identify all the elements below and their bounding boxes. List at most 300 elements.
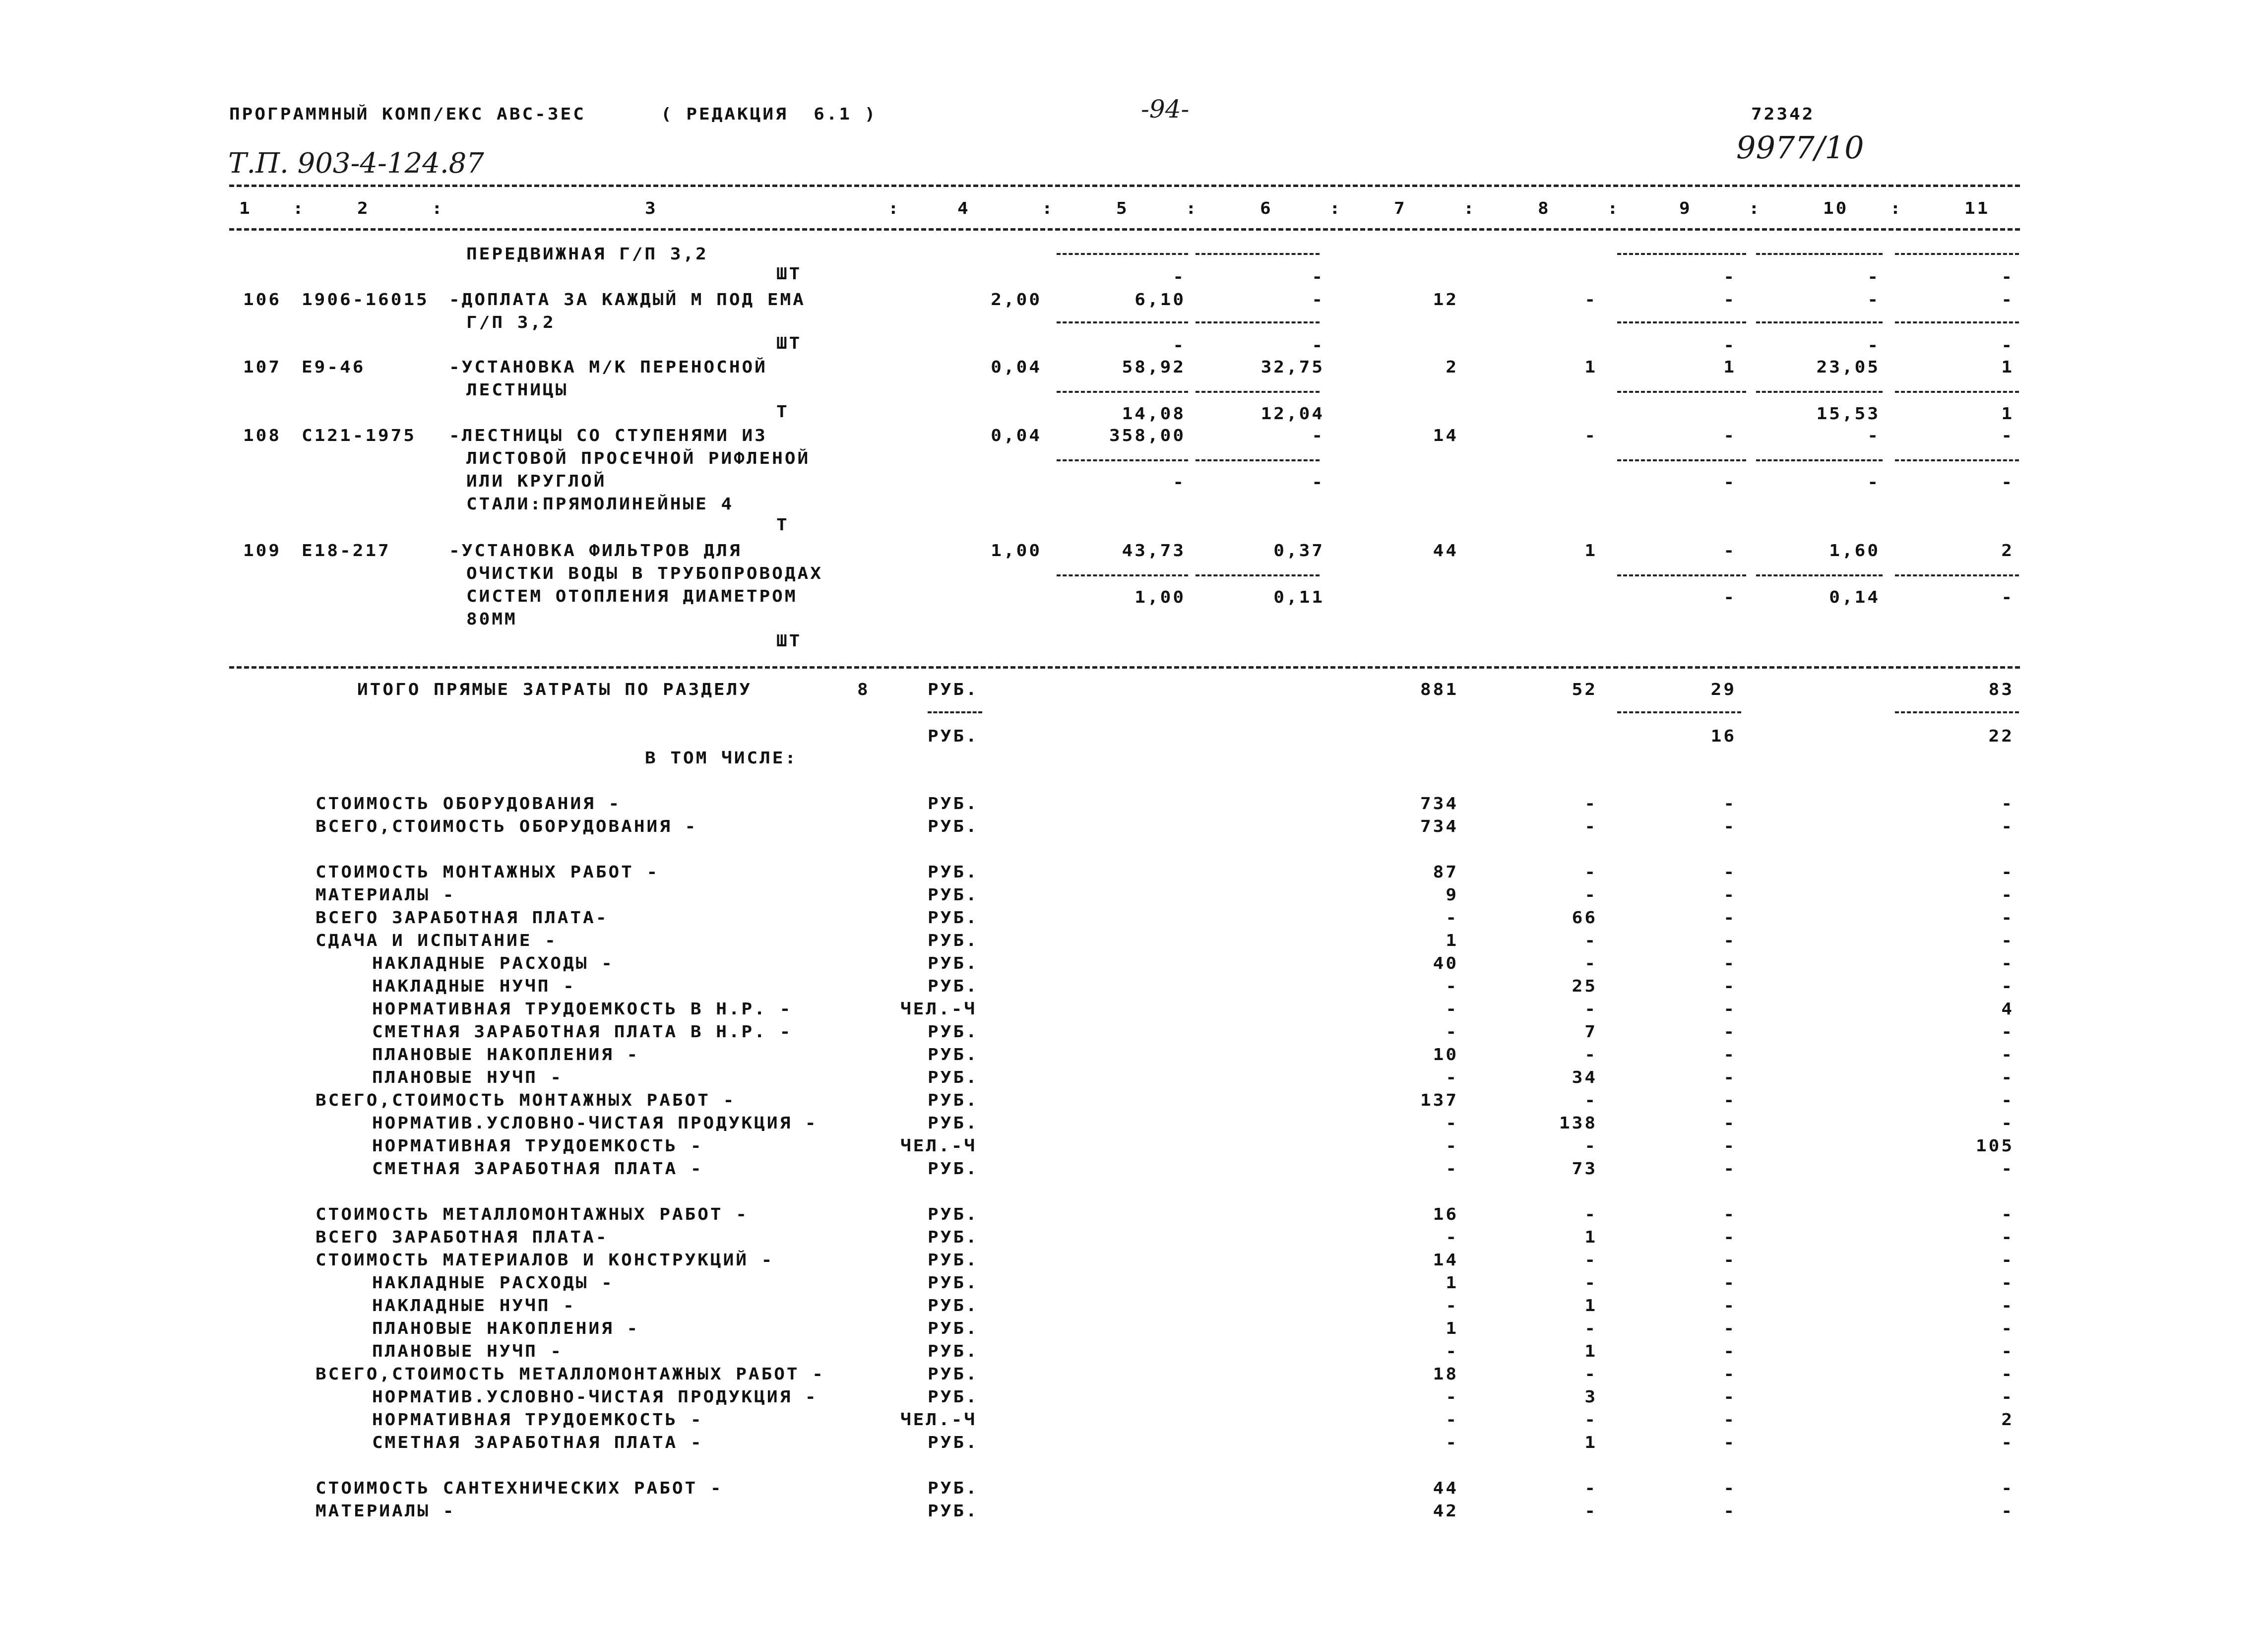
table-cell: 1 (2001, 358, 2014, 377)
summary-unit: РУБ. (928, 885, 979, 905)
summary-cell: 18 (1433, 1365, 1458, 1384)
column-number: : (888, 199, 901, 218)
table-cell: 14,08 (1122, 404, 1186, 424)
summary-cell: - (2001, 1022, 2014, 1042)
cell-divider (1617, 253, 1746, 255)
summary-cell: - (1723, 908, 1736, 928)
summary-cell: - (2001, 1387, 2014, 1407)
total-unit2: РУБ. (928, 727, 979, 746)
column-number: : (1607, 199, 1620, 218)
table-cell: 0,37 (1273, 541, 1324, 561)
summary-cell: - (2001, 817, 2014, 836)
summary-unit: РУБ. (928, 863, 979, 882)
header-divider (229, 228, 2020, 231)
summary-label: ВСЕГО,СТОИМОСТЬ МОНТАЖНЫХ РАБОТ - (315, 1091, 736, 1110)
total-unit: РУБ. (928, 680, 979, 699)
column-number: 9 (1679, 199, 1692, 218)
column-number: : (293, 199, 306, 218)
table-cell: - (1723, 336, 1736, 355)
cell-divider (1895, 321, 2019, 323)
table-cell: - (2001, 336, 2014, 355)
summary-cell: 25 (1572, 977, 1597, 996)
sheet-number: 9977/10 (1736, 129, 1864, 166)
summary-unit: РУБ. (928, 1045, 979, 1065)
summary-cell: - (1723, 1387, 1736, 1407)
table-cell: 14 (1433, 426, 1458, 445)
summary-cell: - (1584, 954, 1597, 973)
summary-cell: 10 (1433, 1045, 1458, 1065)
summary-cell: - (1446, 1136, 1458, 1156)
table-cell: 0,14 (1829, 588, 1880, 607)
summary-unit: РУБ. (928, 954, 979, 973)
summary-cell: 1 (1584, 1296, 1597, 1316)
summary-unit: РУБ. (928, 1365, 979, 1384)
summary-cell: - (1723, 885, 1736, 905)
table-cell: - (1312, 473, 1324, 492)
summary-cell: 1 (1584, 1228, 1597, 1247)
table-cell: - (1723, 290, 1736, 310)
summary-label: НАКЛАДНЫЕ РАСХОДЫ - (372, 954, 614, 973)
item-name: ЛЕСТНИЦЫ (466, 380, 568, 400)
summary-cell: - (1584, 1000, 1597, 1019)
table-cell: - (2001, 267, 2014, 287)
total-c8: 52 (1572, 680, 1597, 699)
cell-divider (1617, 574, 1746, 576)
table-cell: - (1312, 336, 1324, 355)
summary-label: НАКЛАДНЫЕ НУЧП - (372, 977, 576, 996)
table-cell: - (2001, 290, 2014, 310)
summary-label: ВСЕГО,СТОИМОСТЬ МЕТАЛЛОМОНТАЖНЫХ РАБОТ - (315, 1365, 825, 1384)
cell-divider (1617, 391, 1746, 393)
summary-label: СТОИМОСТЬ ОБОРУДОВАНИЯ - (315, 794, 622, 814)
summary-unit: РУБ. (928, 1091, 979, 1110)
table-cell: - (1723, 426, 1736, 445)
row-number: 107 (243, 358, 282, 377)
table-cell: 58,92 (1122, 358, 1186, 377)
summary-cell: - (2001, 1251, 2014, 1270)
summary-unit: РУБ. (928, 794, 979, 814)
summary-cell: - (2001, 977, 2014, 996)
table-cell: - (1723, 267, 1736, 287)
table-cell: - (1867, 267, 1880, 287)
cell-divider (1756, 253, 1883, 255)
summary-label: СДАЧА И ИСПЫТАНИЕ - (315, 931, 558, 950)
summary-cell: 734 (1420, 794, 1458, 814)
table-cell: - (1867, 336, 1880, 355)
summary-cell: - (2001, 1068, 2014, 1087)
row-number: 106 (243, 290, 282, 310)
item-name: ОЧИСТКИ ВОДЫ В ТРУБОПРОВОДАХ (466, 564, 823, 583)
summary-label: СТОИМОСТЬ МАТЕРИАЛОВ И КОНСТРУКЦИЙ - (315, 1251, 774, 1270)
table-cell: - (1173, 336, 1186, 355)
summary-label: СТОИМОСТЬ САНТЕХНИЧЕСКИХ РАБОТ - (315, 1479, 723, 1498)
total-divider (229, 666, 2020, 669)
total-c11: 83 (1988, 680, 2014, 699)
table-cell: - (2001, 473, 2014, 492)
total-section: 8 (857, 680, 870, 699)
cell-divider (1756, 321, 1883, 323)
doc-code: 72342 (1751, 105, 1815, 124)
project-number: Т.П. 903-4-124.87 (228, 147, 484, 180)
summary-cell: 1 (1446, 931, 1458, 950)
item-name: ЛИСТОВОЙ ПРОСЕЧНОЙ РИФЛЕНОЙ (466, 449, 811, 468)
item-unit: Т (776, 515, 789, 535)
summary-unit: РУБ. (928, 1068, 979, 1087)
summary-cell: 137 (1420, 1091, 1458, 1110)
table-cell: 1,00 (1134, 588, 1186, 607)
summary-cell: - (1584, 794, 1597, 814)
summary-cell: - (1723, 1228, 1736, 1247)
item-name: ПЕРЕДВИЖНАЯ Г/П 3,2 (466, 245, 708, 264)
summary-cell: - (1584, 817, 1597, 836)
cell-divider (1617, 321, 1746, 323)
summary-label: НОРМАТИВ.УСЛОВНО-ЧИСТАЯ ПРОДУКЦИЯ - (372, 1114, 818, 1133)
summary-cell: - (1584, 931, 1597, 950)
item-unit: ШТ (776, 631, 802, 651)
table-cell: - (1584, 426, 1597, 445)
column-number: 7 (1394, 199, 1407, 218)
column-number: 8 (1538, 199, 1551, 218)
summary-cell: - (1723, 1091, 1736, 1110)
summary-cell: - (1723, 1136, 1736, 1156)
summary-cell: - (2001, 1479, 2014, 1498)
summary-cell: 1 (1584, 1342, 1597, 1361)
summary-label: СТОИМОСТЬ МЕТАЛЛОМОНТАЖНЫХ РАБОТ - (315, 1205, 749, 1224)
summary-label: ВСЕГО ЗАРАБОТНАЯ ПЛАТА- (315, 908, 609, 928)
summary-cell: - (1446, 908, 1458, 928)
summary-cell: 9 (1446, 885, 1458, 905)
column-number: : (1463, 199, 1476, 218)
item-name: -ЛЕСТНИЦЫ СО СТУПЕНЯМИ ИЗ (449, 426, 767, 445)
summary-cell: - (1446, 1114, 1458, 1133)
summary-cell: - (1723, 1205, 1736, 1224)
table-cell: 1 (1723, 358, 1736, 377)
table-cell: 43,73 (1122, 541, 1186, 561)
summary-cell: 73 (1572, 1159, 1597, 1179)
summary-cell: - (1723, 1045, 1736, 1065)
table-cell: 0,11 (1273, 588, 1324, 607)
row-number: 109 (243, 541, 282, 561)
table-cell: - (2001, 588, 2014, 607)
summary-cell: - (1723, 1068, 1736, 1087)
table-cell: - (1312, 267, 1324, 287)
total-divider-small (1895, 711, 2019, 713)
header-divider (229, 185, 2020, 187)
summary-label: ПЛАНОВЫЕ НУЧП - (372, 1068, 564, 1087)
column-number: 4 (957, 199, 970, 218)
total-divider-small (1617, 711, 1741, 713)
summary-cell: - (1584, 1502, 1597, 1521)
summary-cell: - (1584, 863, 1597, 882)
summary-cell: - (1723, 1296, 1736, 1316)
table-cell: - (1312, 426, 1324, 445)
summary-cell: - (1446, 1342, 1458, 1361)
summary-unit: РУБ. (928, 1319, 979, 1338)
summary-cell: 44 (1433, 1479, 1458, 1498)
table-cell: - (1312, 290, 1324, 310)
summary-label: НАКЛАДНЫЕ РАСХОДЫ - (372, 1273, 614, 1293)
summary-unit: ЧЕЛ.-Ч (900, 1000, 977, 1019)
summary-label: ПЛАНОВЫЕ НУЧП - (372, 1342, 564, 1361)
summary-cell: 105 (1975, 1136, 2014, 1156)
summary-cell: - (1723, 1319, 1736, 1338)
cell-divider (1895, 459, 2019, 461)
table-cell: 0,04 (991, 358, 1042, 377)
table-cell: 15,53 (1816, 404, 1880, 424)
summary-label: СМЕТНАЯ ЗАРАБОТНАЯ ПЛАТА В Н.Р. - (372, 1022, 793, 1042)
summary-cell: 1 (1446, 1273, 1458, 1293)
summary-cell: - (1723, 1479, 1736, 1498)
summary-cell: 7 (1584, 1022, 1597, 1042)
table-cell: 2 (2001, 541, 2014, 561)
summary-unit: РУБ. (928, 1251, 979, 1270)
summary-unit: РУБ. (928, 1205, 979, 1224)
summary-cell: - (1723, 931, 1736, 950)
summary-cell: - (1723, 1022, 1736, 1042)
column-number: 3 (645, 199, 658, 218)
summary-label: СМЕТНАЯ ЗАРАБОТНАЯ ПЛАТА - (372, 1433, 703, 1452)
cell-divider (1756, 574, 1883, 576)
cell-divider (1196, 574, 1320, 576)
cell-divider (1057, 321, 1188, 323)
summary-cell: - (2001, 1045, 2014, 1065)
summary-cell: - (2001, 1228, 2014, 1247)
summary-cell: - (1723, 1273, 1736, 1293)
summary-unit: ЧЕЛ.-Ч (900, 1410, 977, 1430)
cell-divider (1617, 459, 1746, 461)
table-cell: - (1584, 290, 1597, 310)
column-number: : (1329, 199, 1342, 218)
summary-unit: РУБ. (928, 1296, 979, 1316)
summary-cell: - (1446, 1022, 1458, 1042)
summary-cell: - (1584, 1319, 1597, 1338)
summary-label: ВСЕГО ЗАРАБОТНАЯ ПЛАТА- (315, 1228, 609, 1247)
summary-unit: РУБ. (928, 817, 979, 836)
summary-cell: - (2001, 863, 2014, 882)
row-number: 108 (243, 426, 282, 445)
summary-cell: 34 (1572, 1068, 1597, 1087)
table-cell: 0,04 (991, 426, 1042, 445)
summary-label: МАТЕРИАЛЫ - (315, 1502, 456, 1521)
item-name: -УСТАНОВКА М/К ПЕРЕНОСНОЙ (449, 358, 767, 377)
summary-label: НАКЛАДНЫЕ НУЧП - (372, 1296, 576, 1316)
summary-cell: - (1584, 1045, 1597, 1065)
column-number: 1 (239, 199, 252, 218)
table-cell: - (1867, 290, 1880, 310)
summary-cell: - (2001, 1091, 2014, 1110)
summary-cell: - (2001, 794, 2014, 814)
summary-label: ВСЕГО,СТОИМОСТЬ ОБОРУДОВАНИЯ - (315, 817, 698, 836)
column-number: : (1186, 199, 1198, 218)
summary-cell: - (1723, 863, 1736, 882)
table-cell: - (1723, 473, 1736, 492)
column-number: 6 (1260, 199, 1273, 218)
summary-cell: - (2001, 1205, 2014, 1224)
summary-label: СМЕТНАЯ ЗАРАБОТНАЯ ПЛАТА - (372, 1159, 703, 1179)
cell-divider (1057, 391, 1188, 393)
table-cell: 1 (1584, 541, 1597, 561)
summary-cell: - (2001, 1319, 2014, 1338)
table-cell: 2,00 (991, 290, 1042, 310)
summary-cell: - (1723, 1342, 1736, 1361)
cell-divider (1895, 253, 2019, 255)
summary-cell: 66 (1572, 908, 1597, 928)
summary-label: НОРМАТИВНАЯ ТРУДОЕМКОСТЬ В Н.Р. - (372, 1000, 793, 1019)
summary-unit: РУБ. (928, 1159, 979, 1179)
table-cell: 1,60 (1829, 541, 1880, 561)
summary-cell: 1 (1584, 1433, 1597, 1452)
column-number: : (432, 199, 444, 218)
summary-cell: - (2001, 1502, 2014, 1521)
cell-divider (1196, 321, 1320, 323)
item-name: СИСТЕМ ОТОПЛЕНИЯ ДИАМЕТРОМ (466, 587, 798, 606)
table-cell: - (2001, 426, 2014, 445)
summary-unit: РУБ. (928, 1022, 979, 1042)
cell-divider (1196, 253, 1320, 255)
summary-cell: - (2001, 931, 2014, 950)
cell-divider (1057, 253, 1188, 255)
summary-cell: - (1584, 1410, 1597, 1430)
summary-cell: - (1723, 954, 1736, 973)
table-cell: 23,05 (1816, 358, 1880, 377)
summary-unit: РУБ. (928, 1114, 979, 1133)
summary-unit: РУБ. (928, 1387, 979, 1407)
table-cell: 6,10 (1134, 290, 1186, 310)
cell-divider (1895, 391, 2019, 393)
summary-unit: РУБ. (928, 1342, 979, 1361)
summary-label: НОРМАТИВНАЯ ТРУДОЕМКОСТЬ - (372, 1410, 703, 1430)
summary-unit: РУБ. (928, 1228, 979, 1247)
summary-cell: - (1446, 1000, 1458, 1019)
summary-label: ПЛАНОВЫЕ НАКОПЛЕНИЯ - (372, 1045, 640, 1065)
item-unit: ШТ (776, 264, 802, 284)
program-name: ПРОГРАММНЫЙ КОМП/ЕКС АВС-ЗЕС (229, 105, 586, 124)
table-cell: 1,00 (991, 541, 1042, 561)
summary-cell: - (2001, 1433, 2014, 1452)
column-number: : (1749, 199, 1762, 218)
table-cell: - (1173, 473, 1186, 492)
cell-divider (1196, 459, 1320, 461)
summary-cell: - (1584, 1136, 1597, 1156)
summary-cell: - (1584, 1205, 1597, 1224)
page-number: -94- (1141, 95, 1190, 124)
summary-cell: - (2001, 1159, 2014, 1179)
column-number: 2 (357, 199, 370, 218)
table-cell: 1 (2001, 404, 2014, 424)
summary-cell: - (2001, 908, 2014, 928)
summary-label: НОРМАТИВ.УСЛОВНО-ЧИСТАЯ ПРОДУКЦИЯ - (372, 1387, 818, 1407)
summary-cell: - (2001, 1273, 2014, 1293)
column-number: 10 (1823, 199, 1849, 218)
summary-unit: ЧЕЛ.-Ч (900, 1136, 977, 1156)
summary-cell: - (2001, 1296, 2014, 1316)
summary-cell: 40 (1433, 954, 1458, 973)
summary-cell: - (1584, 885, 1597, 905)
table-cell: 32,75 (1260, 358, 1324, 377)
item-name: Г/П 3,2 (466, 313, 556, 332)
item-name: -ДОПЛАТА ЗА КАЖДЫЙ М ПОД ЕМА (449, 290, 806, 310)
table-cell: 44 (1433, 541, 1458, 561)
table-cell: 12 (1433, 290, 1458, 310)
summary-cell: - (2001, 954, 2014, 973)
cell-divider (1057, 459, 1188, 461)
summary-cell: - (1446, 977, 1458, 996)
item-name: 80ММ (466, 610, 517, 629)
table-cell: 12,04 (1260, 404, 1324, 424)
summary-cell: - (1723, 1159, 1736, 1179)
summary-cell: - (1584, 1091, 1597, 1110)
summary-cell: 3 (1584, 1387, 1597, 1407)
summary-cell: - (1446, 1296, 1458, 1316)
edition: ( РЕДАКЦИЯ 6.1 ) (661, 105, 878, 124)
column-number: 5 (1116, 199, 1129, 218)
table-cell: 2 (1446, 358, 1458, 377)
summary-unit: РУБ. (928, 908, 979, 928)
total-c9b: 16 (1710, 727, 1736, 746)
item-name: -УСТАНОВКА ФИЛЬТРОВ ДЛЯ (449, 541, 742, 561)
summary-cell: 87 (1433, 863, 1458, 882)
summary-cell: - (1446, 1228, 1458, 1247)
rate-code: С121-1975 (302, 426, 417, 445)
total-label: ИТОГО ПРЯМЫЕ ЗАТРАТЫ ПО РАЗДЕЛУ (357, 680, 752, 699)
summary-cell: - (1584, 1251, 1597, 1270)
summary-cell: - (1723, 977, 1736, 996)
cell-divider (1057, 574, 1188, 576)
cell-divider (1196, 391, 1320, 393)
summary-unit: РУБ. (928, 1433, 979, 1452)
table-cell: - (1867, 473, 1880, 492)
table-cell: - (1723, 541, 1736, 561)
table-cell: - (1867, 426, 1880, 445)
column-number: : (1042, 199, 1055, 218)
cell-divider (1756, 391, 1883, 393)
item-unit: Т (776, 402, 789, 422)
item-name: СТАЛИ:ПРЯМОЛИНЕЙНЫЕ 4 (466, 495, 734, 514)
summary-unit: РУБ. (928, 1479, 979, 1498)
item-unit: ШТ (776, 334, 802, 353)
summary-label: СТОИМОСТЬ МОНТАЖНЫХ РАБОТ - (315, 863, 660, 882)
summary-cell: - (2001, 1365, 2014, 1384)
summary-cell: 734 (1420, 817, 1458, 836)
summary-unit: РУБ. (928, 1273, 979, 1293)
column-number: : (1890, 199, 1903, 218)
summary-unit: РУБ. (928, 1502, 979, 1521)
summary-cell: - (1584, 1273, 1597, 1293)
column-number: 11 (1964, 199, 1990, 218)
summary-unit: РУБ. (928, 977, 979, 996)
cell-divider (1895, 574, 2019, 576)
summary-cell: - (1723, 1433, 1736, 1452)
table-cell: - (1723, 588, 1736, 607)
table-cell: 358,00 (1109, 426, 1186, 445)
summary-cell: - (1723, 817, 1736, 836)
summary-cell: - (2001, 885, 2014, 905)
summary-cell: - (1446, 1068, 1458, 1087)
table-cell: - (1173, 267, 1186, 287)
unit-divider (928, 711, 982, 713)
including-heading: В ТОМ ЧИСЛЕ: (645, 749, 798, 768)
summary-cell: - (1723, 1114, 1736, 1133)
summary-cell: 42 (1433, 1502, 1458, 1521)
summary-cell: 4 (2001, 1000, 2014, 1019)
rate-code: Е9-46 (302, 358, 366, 377)
summary-cell: 16 (1433, 1205, 1458, 1224)
total-c9: 29 (1710, 680, 1736, 699)
total-c7: 881 (1420, 680, 1458, 699)
summary-cell: - (1723, 1502, 1736, 1521)
item-name: ИЛИ КРУГЛОЙ (466, 472, 607, 491)
rate-code: Е18-217 (302, 541, 391, 561)
